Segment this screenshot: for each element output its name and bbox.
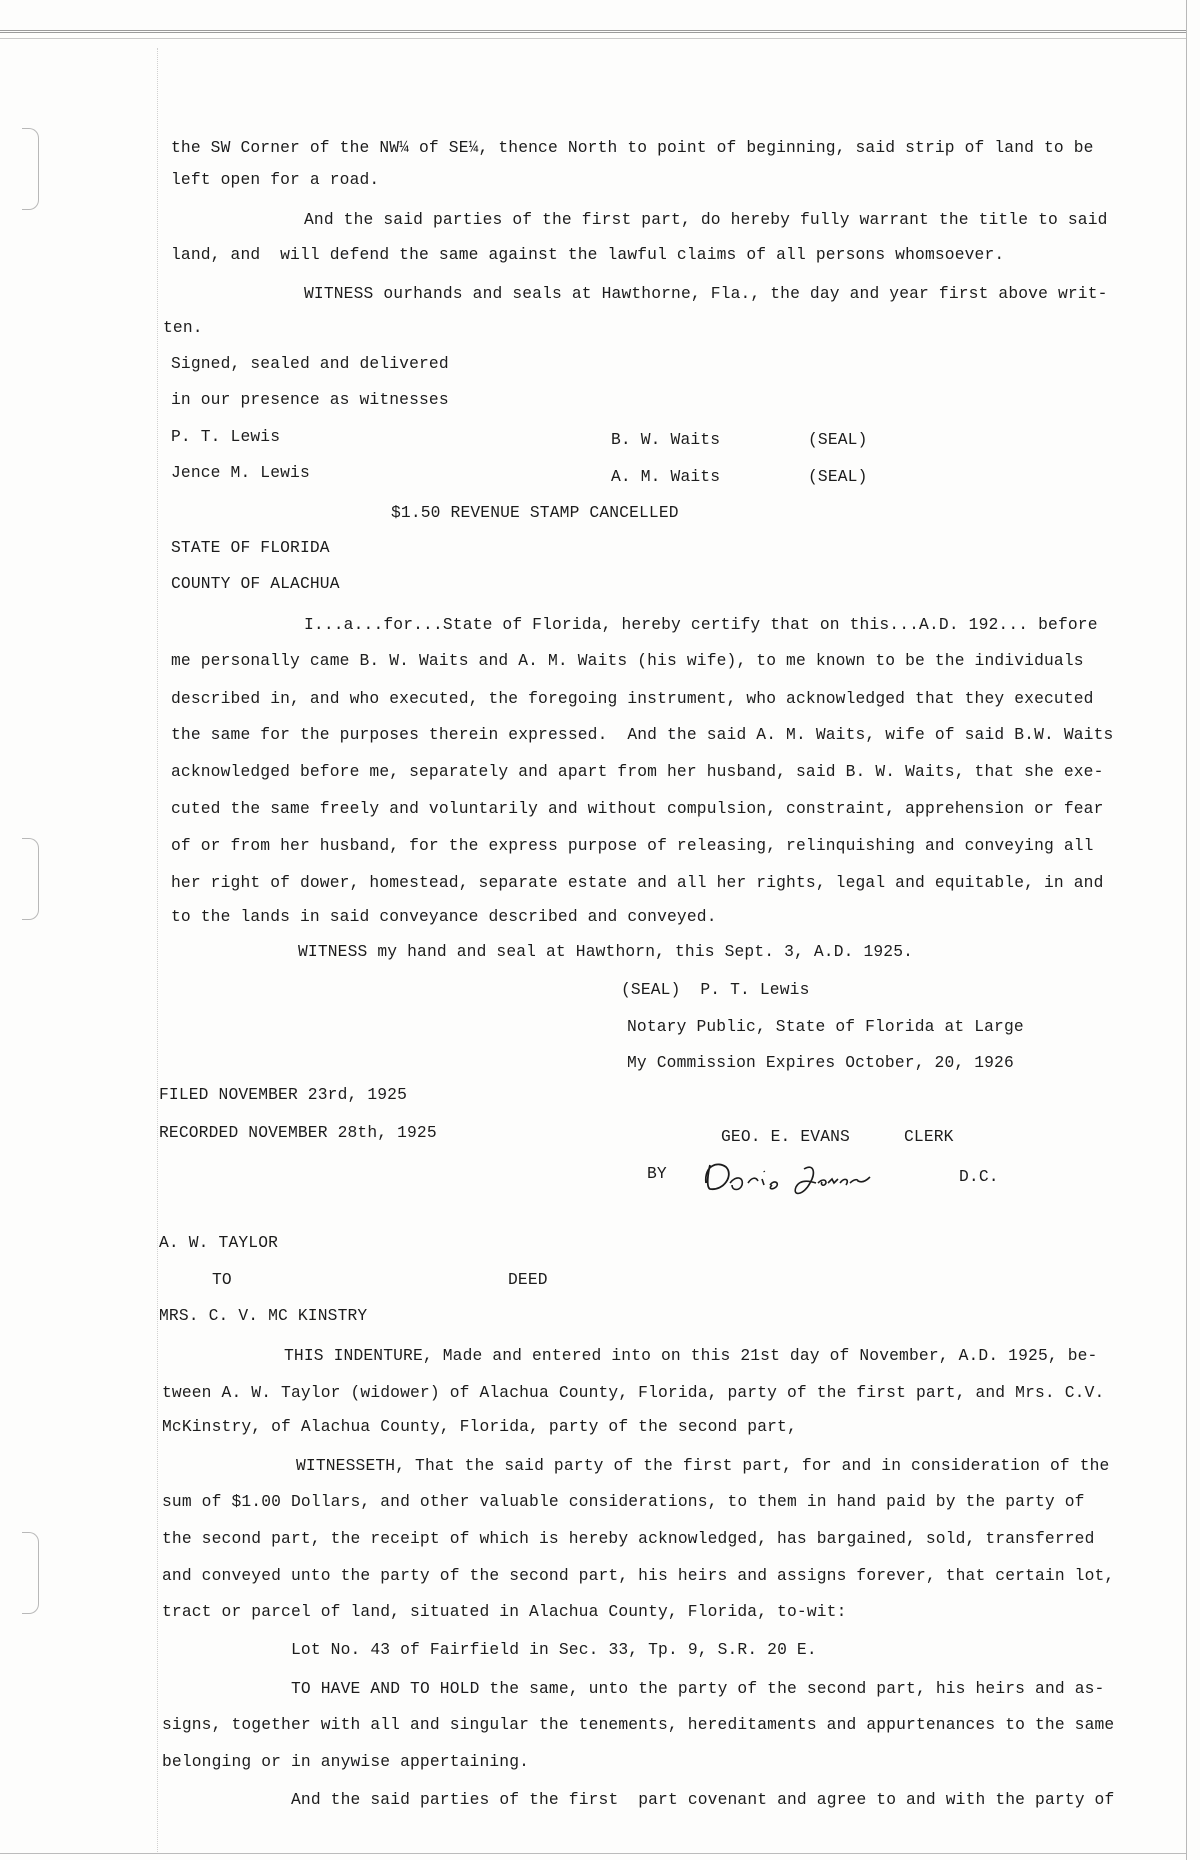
- notary-title: Notary Public, State of Florida at Large: [627, 1017, 1024, 1036]
- county-heading: COUNTY OF ALACHUA: [171, 574, 340, 593]
- handwritten-signature: [700, 1153, 920, 1203]
- text-line: TO HAVE AND TO HOLD the same, unto the party of the second part, his heirs and as-: [291, 1679, 1105, 1698]
- text-line: the same for the purposes therein expressed. And the said A. M. Waits, wife of said B.W. Waits: [171, 725, 1114, 744]
- notary-name: (SEAL) P. T. Lewis: [621, 980, 810, 999]
- text-line: signs, together with all and singular the tenements, hereditaments and appurtenances to the same: [162, 1715, 1115, 1734]
- bottom-border-line: [0, 1853, 1186, 1854]
- text-line: acknowledged before me, separately and apart from her husband, said B. W. Waits, that she exe-: [171, 762, 1104, 781]
- text-line: And the said parties of the first part, do hereby fully warrant the title to said: [304, 210, 1108, 229]
- punch-hole-mark: [22, 838, 39, 920]
- text-line: and conveyed unto the party of the second part, his heirs and assigns forever, that certain lot,: [162, 1566, 1115, 1585]
- text-line: belonging or in anywise appertaining.: [162, 1752, 530, 1771]
- text-line: the second part, the receipt of which is hereby acknowledged, has bargained, sold, transferred: [162, 1529, 1095, 1548]
- to-label: TO: [212, 1270, 232, 1289]
- text-line: tween A. W. Taylor (widower) of Alachua County, Florida, party of the first part, and Mrs. C.V.: [162, 1383, 1105, 1402]
- text-line: Signed, sealed and delivered: [171, 354, 449, 373]
- clerk-title: CLERK: [904, 1127, 954, 1146]
- grantor-name: B. W. Waits: [611, 430, 721, 449]
- top-border-line-secondary: [0, 38, 1186, 39]
- text-line: her right of dower, homestead, separate estate and all her rights, legal and equitable, in and: [171, 873, 1104, 892]
- text-line: of or from her husband, for the express purpose of releasing, relinquishing and conveying all: [171, 836, 1094, 855]
- revenue-stamp-note: $1.50 REVENUE STAMP CANCELLED: [391, 503, 679, 522]
- clerk-name: GEO. E. EVANS: [721, 1127, 850, 1146]
- text-line: THIS INDENTURE, Made and entered into on this 21st day of November, A.D. 1925, be-: [284, 1346, 1098, 1365]
- text-line: the SW Corner of the NW¼ of SE¼, thence North to point of beginning, said strip of land to be: [171, 138, 1094, 157]
- top-border-line: [0, 30, 1186, 33]
- text-line: sum of $1.00 Dollars, and other valuable considerations, to them in hand paid by the party of: [162, 1492, 1085, 1511]
- left-margin-line: [157, 48, 158, 1852]
- legal-description: Lot No. 43 of Fairfield in Sec. 33, Tp. 9, S.R. 20 E.: [291, 1640, 817, 1659]
- text-line: in our presence as witnesses: [171, 390, 449, 409]
- text-line: McKinstry, of Alachua County, Florida, party of the second part,: [162, 1417, 797, 1436]
- text-line: WITNESS ourhands and seals at Hawthorne, Fla., the day and year first above writ-: [304, 284, 1108, 303]
- text-line: tract or parcel of land, situated in Alachua County, Florida, to-wit:: [162, 1602, 847, 1621]
- text-line: ten.: [163, 318, 203, 337]
- witness-name: Jence M. Lewis: [171, 463, 310, 482]
- deed-label: DEED: [508, 1270, 548, 1289]
- right-border-line: [1186, 0, 1187, 1860]
- text-line: land, and will defend the same against the lawful claims of all persons whomsoever.: [171, 245, 1005, 264]
- deputy-clerk-title: D.C.: [959, 1167, 999, 1186]
- text-line: me personally came B. W. Waits and A. M. Waits (his wife), to me known to be the individuals: [171, 651, 1084, 670]
- text-line: to the lands in said conveyance described and conveyed.: [171, 907, 717, 926]
- commission-expiry: My Commission Expires October, 20, 1926: [627, 1053, 1014, 1072]
- grantor-name: A. M. Waits: [611, 467, 721, 486]
- grantee-heading: MRS. C. V. MC KINSTRY: [159, 1306, 368, 1325]
- punch-hole-mark: [22, 1532, 39, 1614]
- filed-date: FILED NOVEMBER 23rd, 1925: [159, 1085, 408, 1104]
- grantor-heading: A. W. TAYLOR: [159, 1233, 279, 1252]
- text-line: described in, and who executed, the foregoing instrument, who acknowledged that they executed: [171, 689, 1094, 708]
- seal-mark: (SEAL): [808, 467, 868, 486]
- seal-mark: (SEAL): [808, 430, 868, 449]
- witness-name: P. T. Lewis: [171, 427, 281, 446]
- text-line: cuted the same freely and voluntarily and without compulsion, constraint, apprehension or fear: [171, 799, 1104, 818]
- punch-hole-mark: [22, 128, 39, 210]
- text-line: left open for a road.: [171, 170, 380, 189]
- text-line: I...a...for...State of Florida, hereby certify that on this...A.D. 192... before: [304, 615, 1098, 634]
- text-line: And the said parties of the first part covenant and agree to and with the party of: [291, 1790, 1115, 1809]
- recorded-date: RECORDED NOVEMBER 28th, 1925: [159, 1123, 437, 1142]
- by-label: BY: [647, 1164, 667, 1183]
- text-line: WITNESS my hand and seal at Hawthorn, this Sept. 3, A.D. 1925.: [298, 942, 914, 961]
- text-line: WITNESSETH, That the said party of the first part, for and in consideration of the: [296, 1456, 1110, 1475]
- state-heading: STATE OF FLORIDA: [171, 538, 330, 557]
